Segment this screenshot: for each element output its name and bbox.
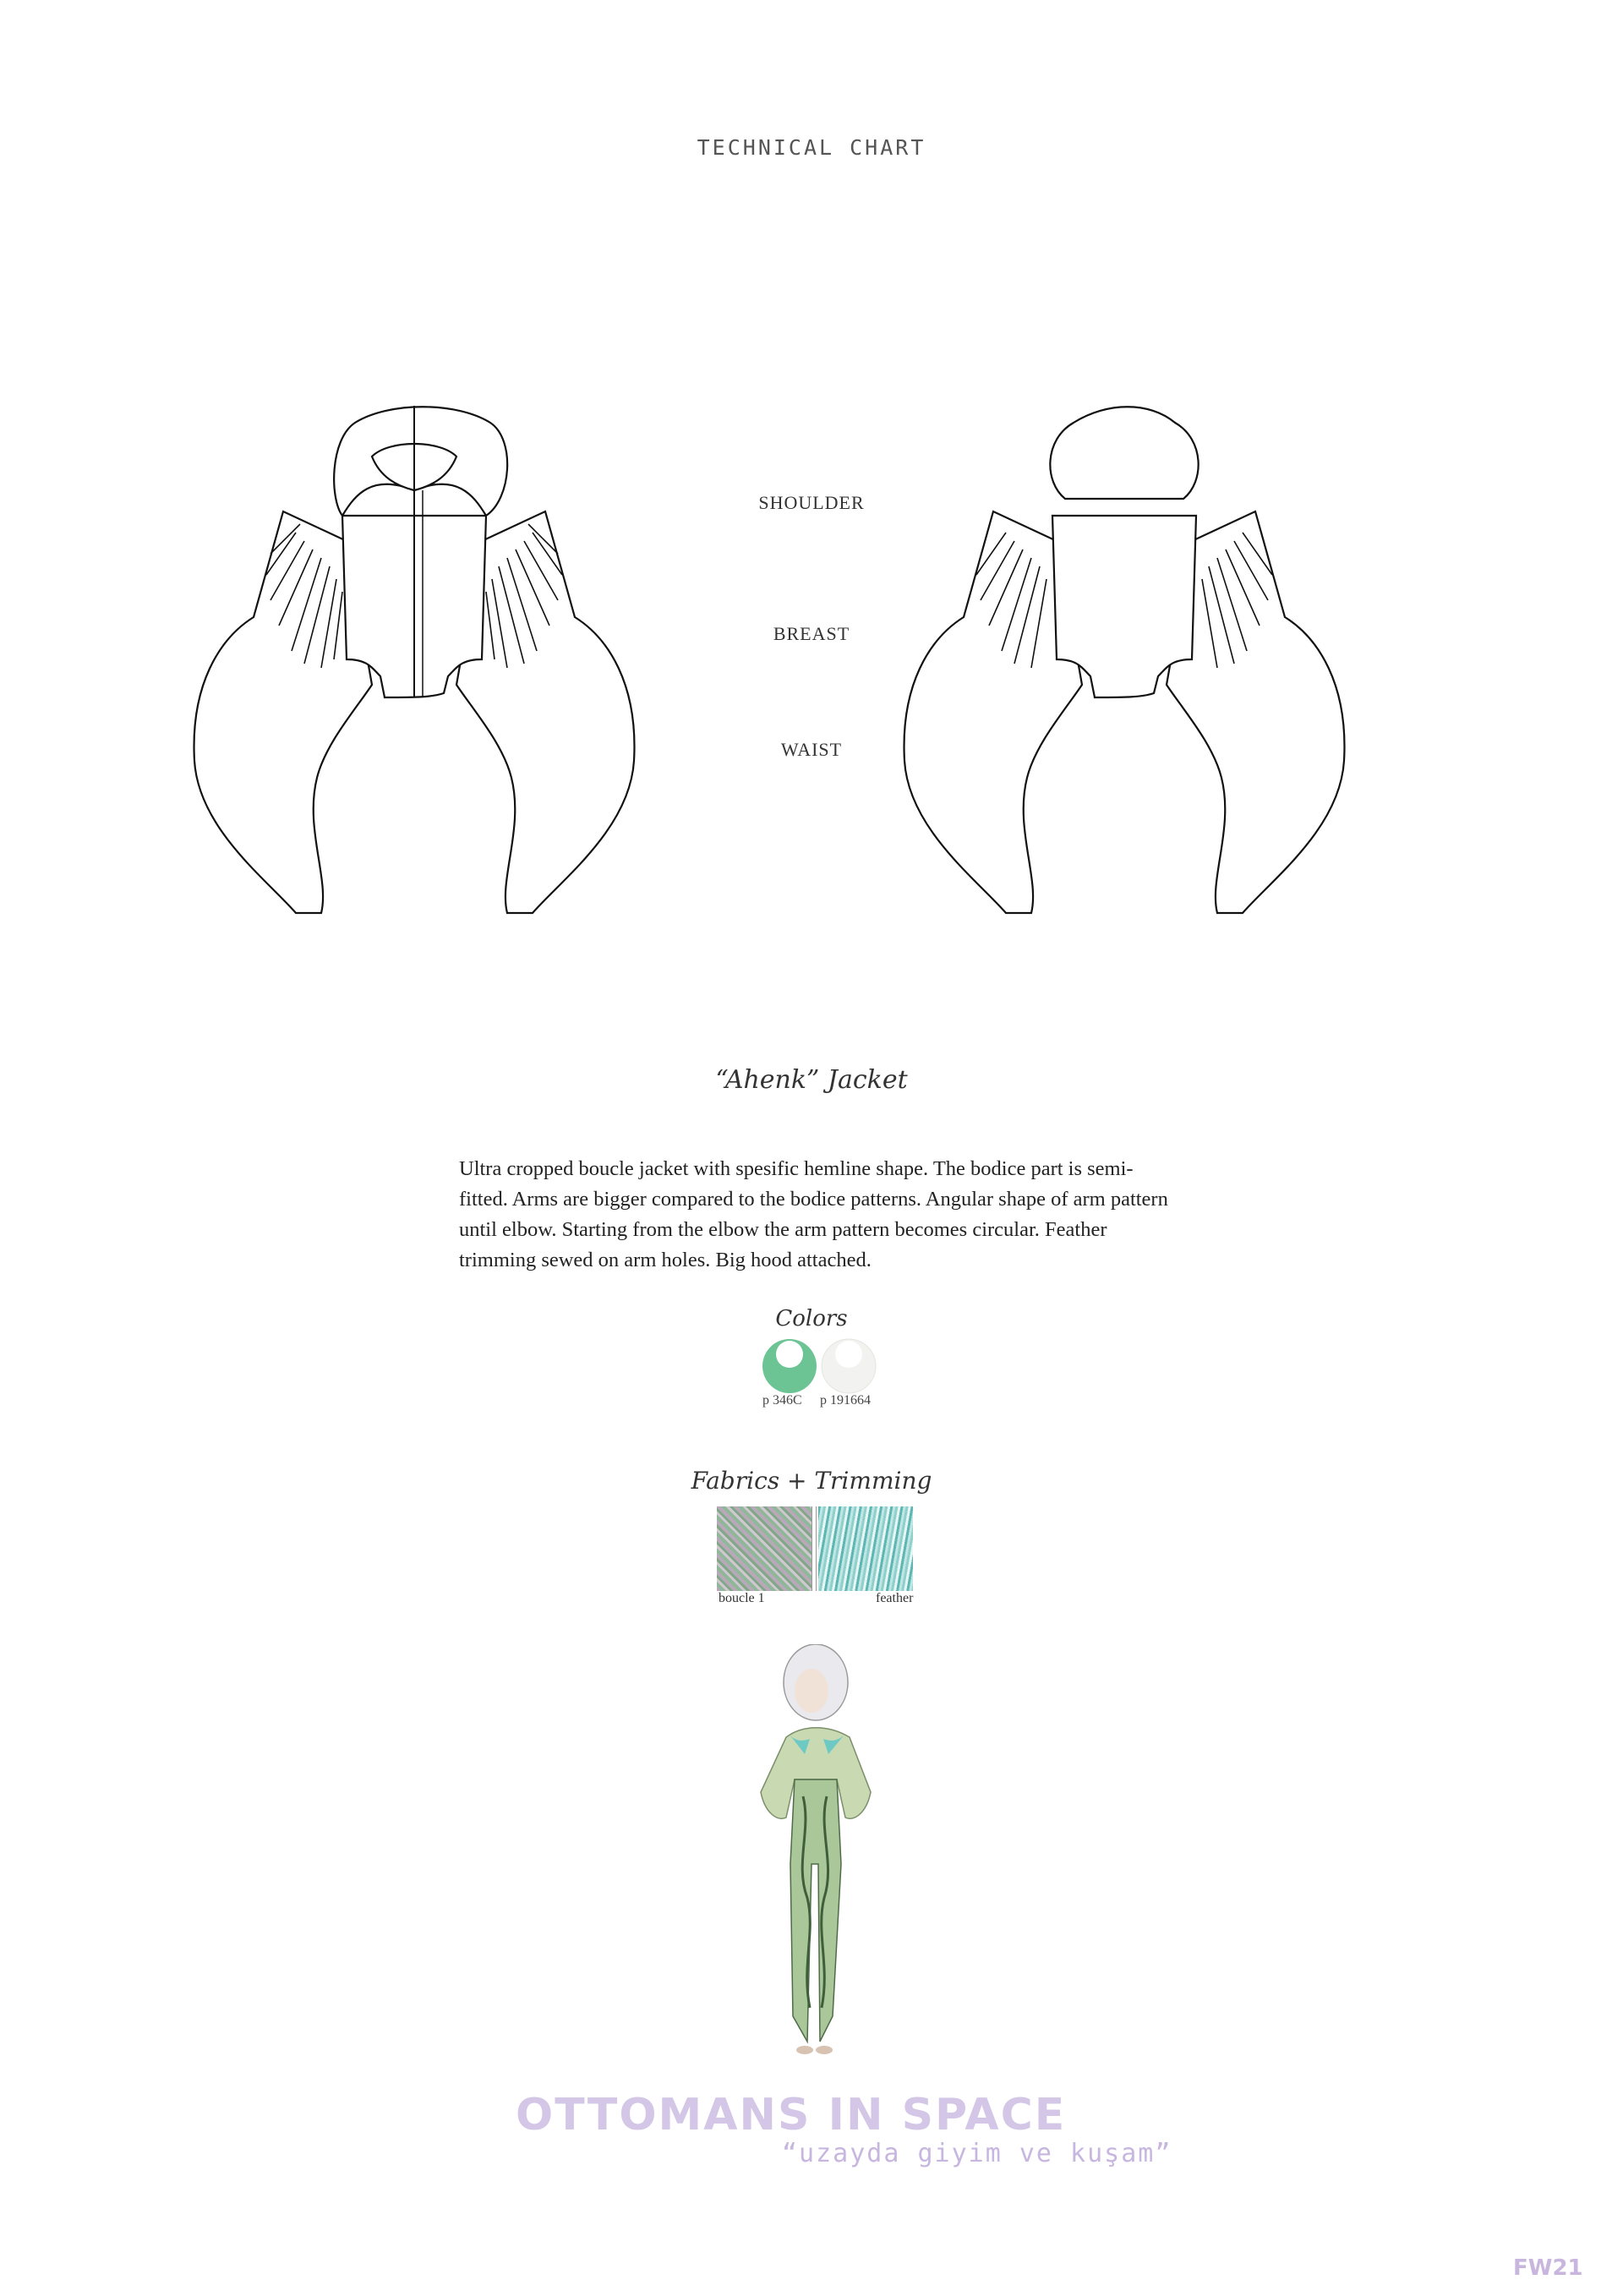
page-title: TECHNICAL CHART: [697, 135, 926, 160]
measure-shoulder: SHOULDER: [758, 492, 865, 513]
swatch-code-white: p 191664: [820, 1393, 871, 1408]
jacket-back-flat: [896, 406, 1437, 930]
fabric-divider: [812, 1506, 817, 1591]
fabrics-heading: Fabrics + Trimming: [691, 1467, 932, 1495]
fabric-swatch-feather: [818, 1506, 913, 1591]
brand-tagline: “uzayda giyim ve kuşam”: [782, 2139, 1172, 2168]
fabric-label-feather: feather: [876, 1591, 914, 1605]
swatch-white: [822, 1339, 876, 1393]
measure-waist: WAIST: [780, 739, 843, 760]
swatch-code-green: p 346C: [762, 1393, 802, 1408]
fashion-illustration: [744, 1644, 888, 2067]
fabric-swatch-boucle: [717, 1506, 812, 1591]
color-swatches: [761, 1337, 879, 1395]
brand-name: OTTOMANS IN SPACE: [516, 2090, 1067, 2140]
fabric-label-boucle: boucle 1: [719, 1591, 765, 1605]
garment-name: “Ahenk” Jacket: [715, 1065, 908, 1095]
garment-description: Ultra cropped boucle jacket with spesific hemline shape. The bodice part is semi-fitted. Arms are bigger compared to the bodice patterns. Angular shape of arm pattern until elbow. Starting from the elbow the arm pattern becomes circular. Feather trimming sewed on arm holes. Big hood attached.: [459, 1157, 1168, 1271]
season-code: FW21: [1513, 2255, 1583, 2281]
swatch-green: [762, 1339, 817, 1393]
measure-breast: BREAST: [773, 623, 850, 644]
colors-heading: Colors: [775, 1306, 848, 1331]
jacket-front-flat: [186, 406, 727, 930]
